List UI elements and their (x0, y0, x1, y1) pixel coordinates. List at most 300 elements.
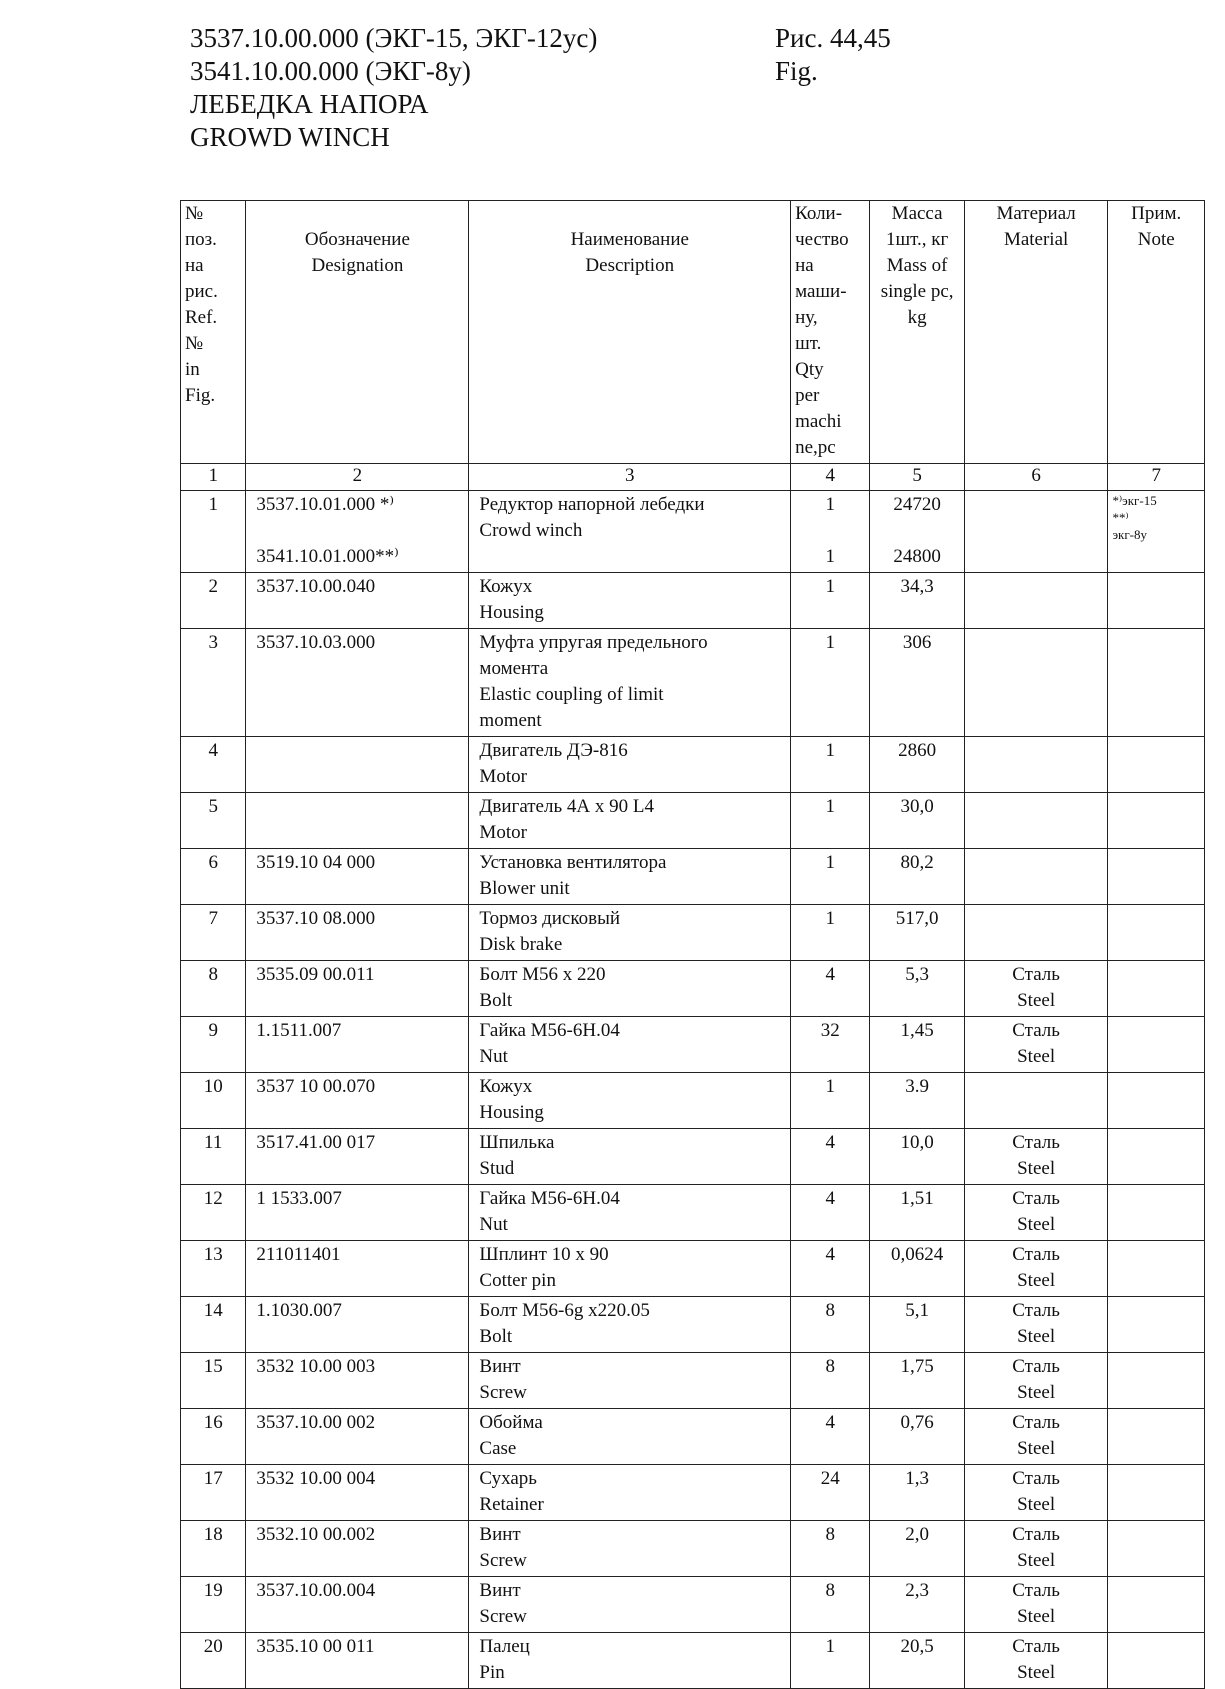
designation-cell-line: 1 1533.007 (256, 1188, 342, 1209)
title-line: ЛЕБЕДКА НАПОРА (190, 89, 429, 119)
title-line: 3537.10.00.000 (ЭКГ-15, ЭКГ-12ус) (190, 23, 598, 53)
ref-number-cell: 5 (181, 793, 246, 849)
designation-cell (246, 1465, 469, 1521)
document-title-block (190, 22, 597, 154)
note-cell (1108, 1633, 1205, 1689)
description-cell (469, 1129, 791, 1185)
description-cell (469, 1465, 791, 1521)
designation-cell-line: 1.1030.007 (256, 1300, 342, 1321)
description-cell-line: Blower unit (479, 878, 570, 899)
header-text: чество (795, 229, 849, 250)
note-cell-line: экг-8у (1112, 527, 1148, 542)
material-cell (964, 1129, 1108, 1185)
description-cell (469, 737, 791, 793)
mass-cell-line: 2860 (898, 740, 937, 761)
quantity-cell (791, 1185, 870, 1241)
header-text: Коли- (795, 203, 843, 224)
mass-cell-line: 20,5 (900, 1636, 934, 1657)
designation-cell (246, 629, 469, 737)
mass-cell-line: 306 (902, 632, 932, 653)
note-cell (1108, 1465, 1205, 1521)
description-cell (469, 1409, 791, 1465)
quantity-cell-line: 24 (820, 1468, 840, 1489)
description-cell-line: Nut (479, 1214, 508, 1235)
table-row (181, 1129, 1205, 1185)
header-text: ne,pc (795, 437, 836, 458)
header-text: № (185, 333, 204, 354)
description-cell-line: Retainer (479, 1494, 544, 1515)
table-row (181, 1353, 1205, 1409)
description-cell-line: Disk brake (479, 934, 563, 955)
header-designation (246, 201, 469, 464)
description-cell-line: Кожух (479, 1076, 533, 1097)
description-cell-line: Nut (479, 1046, 508, 1067)
material-cell-line: Сталь (1012, 1188, 1060, 1209)
designation-cell (246, 793, 469, 849)
quantity-cell-line: 8 (825, 1300, 836, 1321)
quantity-cell (791, 849, 870, 905)
material-cell-line: Сталь (1012, 1580, 1060, 1601)
header-text: machi (795, 411, 842, 432)
designation-cell-line (256, 794, 464, 820)
description-cell-line: Screw (479, 1382, 527, 1403)
quantity-cell (791, 1409, 870, 1465)
ref-number-cell: 8 (181, 961, 246, 1017)
designation-cell-line: 3537 10 00.070 (256, 1076, 376, 1097)
description-cell-line: Редуктор напорной лебедки (479, 494, 705, 515)
header-text: 1шт., кг (885, 229, 949, 250)
description-cell-line: Stud (479, 1158, 515, 1179)
description-cell (469, 1185, 791, 1241)
mass-cell (870, 1521, 964, 1577)
table-row (181, 1521, 1205, 1577)
material-cell (964, 1241, 1108, 1297)
mass-cell (870, 1073, 964, 1129)
note-cell (1108, 629, 1205, 737)
material-cell (964, 1577, 1108, 1633)
mass-cell (870, 573, 964, 629)
header-text: Материал (996, 203, 1076, 224)
mass-cell (870, 1577, 964, 1633)
table-row (181, 737, 1205, 793)
designation-cell-line: 3517.41.00 017 (256, 1132, 376, 1153)
mass-cell (870, 1297, 964, 1353)
header-text: Designation (311, 255, 404, 276)
quantity-cell-line: 4 (825, 1412, 836, 1433)
description-cell-line: Палец (479, 1636, 530, 1657)
material-cell-line: Steel (1017, 1046, 1056, 1067)
material-cell-line: Steel (1017, 990, 1056, 1011)
note-cell (1108, 1185, 1205, 1241)
material-cell-line: Сталь (1012, 1356, 1060, 1377)
material-cell-line: Сталь (1012, 1412, 1060, 1433)
description-cell-line: Установка вентилятора (479, 852, 667, 873)
ref-number-cell: 13 (181, 1241, 246, 1297)
designation-cell-line: 3519.10 04 000 (256, 852, 376, 873)
parts-table (180, 200, 1205, 1689)
header-material (964, 201, 1108, 464)
description-cell-line: Сухарь (479, 1468, 537, 1489)
description-cell (469, 1633, 791, 1689)
note-cell (1108, 1577, 1205, 1633)
description-cell-line: moment (479, 710, 542, 731)
description-cell-line: Motor (479, 822, 527, 843)
title-line: 3541.10.00.000 (ЭКГ-8у) (190, 56, 471, 86)
designation-cell (246, 961, 469, 1017)
designation-cell (246, 1409, 469, 1465)
description-cell (469, 849, 791, 905)
table-row (181, 1185, 1205, 1241)
material-cell (964, 1017, 1108, 1073)
quantity-cell (791, 905, 870, 961)
designation-cell-line: 3535.09 00.011 (256, 964, 375, 985)
description-cell-line: Housing (479, 602, 544, 623)
quantity-cell (791, 1129, 870, 1185)
designation-cell (246, 905, 469, 961)
material-cell (964, 961, 1108, 1017)
table-row (181, 849, 1205, 905)
quantity-cell-line: 1 (825, 494, 836, 515)
description-cell-line: Cotter pin (479, 1270, 556, 1291)
description-cell-line: Elastic coupling of limit (479, 684, 664, 705)
designation-cell (246, 573, 469, 629)
designation-cell-line: 3537.10.00.040 (256, 576, 376, 597)
designation-cell-line: 3537.10.01.000 *⁾ (256, 494, 395, 515)
column-number: 1 (181, 464, 246, 491)
mass-cell (870, 1017, 964, 1073)
material-cell-line: Steel (1017, 1382, 1056, 1403)
note-cell (1108, 793, 1205, 849)
mass-cell-line (874, 518, 959, 544)
description-cell-line: Pin (479, 1662, 505, 1683)
mass-cell-line: 2,3 (905, 1580, 929, 1601)
description-cell-line: Винт (479, 1524, 521, 1545)
quantity-cell (791, 793, 870, 849)
quantity-cell-line: 4 (825, 964, 836, 985)
column-number: 3 (469, 464, 791, 491)
header-text (473, 201, 786, 227)
material-cell-line: Сталь (1012, 1636, 1060, 1657)
title-line: GROWD WINCH (190, 122, 390, 152)
material-cell (964, 1353, 1108, 1409)
material-cell-line: Steel (1017, 1270, 1056, 1291)
header-note (1108, 201, 1205, 464)
mass-cell (870, 1465, 964, 1521)
description-cell (469, 793, 791, 849)
description-cell-line: Screw (479, 1606, 527, 1627)
material-cell-line: Сталь (1012, 1300, 1060, 1321)
table-row (181, 629, 1205, 737)
header-text: Наименование (570, 229, 689, 250)
material-cell (964, 1185, 1108, 1241)
note-cell (1108, 1353, 1205, 1409)
header-text: на (185, 255, 204, 276)
column-number: 6 (964, 464, 1108, 491)
description-cell-line: Тормоз дисковый (479, 908, 621, 929)
mass-cell (870, 961, 964, 1017)
header-text: Mass of (886, 255, 948, 276)
mass-cell-line: 3.9 (905, 1076, 929, 1097)
table-row (181, 1577, 1205, 1633)
header-text: Description (585, 255, 675, 276)
quantity-cell-line: 4 (825, 1132, 836, 1153)
material-cell-line: Steel (1017, 1438, 1056, 1459)
header-text: Material (1003, 229, 1069, 250)
header-mass (870, 201, 964, 464)
mass-cell (870, 629, 964, 737)
ref-number-cell: 2 (181, 573, 246, 629)
description-cell (469, 1241, 791, 1297)
column-number-row (181, 464, 1205, 491)
quantity-cell (791, 629, 870, 737)
quantity-cell (791, 737, 870, 793)
quantity-cell-line (795, 518, 865, 544)
description-cell-line: Болт М56-6g х220.05 (479, 1300, 650, 1321)
material-cell-line: Steel (1017, 1158, 1056, 1179)
material-cell (964, 1409, 1108, 1465)
designation-cell-line (256, 518, 464, 544)
ref-number-cell: 6 (181, 849, 246, 905)
description-cell (469, 1017, 791, 1073)
quantity-cell-line: 1 (825, 576, 836, 597)
description-cell-line: Шплинт 10 х 90 (479, 1244, 609, 1265)
note-cell-line: **⁾ (1112, 510, 1129, 525)
mass-cell-line: 1,75 (900, 1356, 934, 1377)
header-text: in (185, 359, 200, 380)
quantity-cell (791, 1297, 870, 1353)
table-row (181, 1017, 1205, 1073)
mass-cell-line: 0,0624 (890, 1244, 944, 1265)
header-text: ну, (795, 307, 818, 328)
header-text: маши- (795, 281, 847, 302)
mass-cell (870, 1185, 964, 1241)
description-cell (469, 961, 791, 1017)
ref-number-cell: 14 (181, 1297, 246, 1353)
description-cell-line: Bolt (479, 990, 513, 1011)
material-cell-line: Steel (1017, 1662, 1056, 1683)
table-row (181, 1633, 1205, 1689)
table-row (181, 1409, 1205, 1465)
quantity-cell-line: 1 (825, 852, 836, 873)
description-cell-line: Двигатель 4А х 90 L4 (479, 796, 654, 817)
column-number: 2 (246, 464, 469, 491)
description-cell-line: Шпилька (479, 1132, 555, 1153)
description-cell (469, 905, 791, 961)
material-cell-line: Сталь (1012, 1020, 1060, 1041)
table-row (181, 1241, 1205, 1297)
ref-number-cell: 18 (181, 1521, 246, 1577)
description-cell-line: Двигатель ДЭ-816 (479, 740, 628, 761)
material-cell (964, 1465, 1108, 1521)
ref-number-cell: 4 (181, 737, 246, 793)
header-text: № (185, 203, 204, 224)
material-cell (964, 905, 1108, 961)
parts-table-body (181, 491, 1205, 1689)
quantity-cell-line: 4 (825, 1188, 836, 1209)
mass-cell (870, 849, 964, 905)
designation-cell (246, 849, 469, 905)
material-cell (964, 1521, 1108, 1577)
note-cell (1108, 849, 1205, 905)
quantity-cell (791, 1241, 870, 1297)
description-cell (469, 573, 791, 629)
note-cell (1108, 1073, 1205, 1129)
quantity-cell (791, 491, 870, 573)
column-number: 5 (870, 464, 964, 491)
note-cell (1108, 1241, 1205, 1297)
quantity-cell-line: 1 (825, 740, 836, 761)
designation-cell (246, 1521, 469, 1577)
designation-cell-line: 3532.10 00.002 (256, 1524, 376, 1545)
note-cell (1108, 1017, 1205, 1073)
note-cell (1108, 1297, 1205, 1353)
designation-cell (246, 1017, 469, 1073)
material-cell-line: Сталь (1012, 1244, 1060, 1265)
ref-number-cell: 12 (181, 1185, 246, 1241)
column-header-row (181, 201, 1205, 464)
note-cell (1108, 961, 1205, 1017)
note-cell (1108, 1409, 1205, 1465)
header-description (469, 201, 791, 464)
designation-cell-line: 211011401 (256, 1244, 341, 1265)
mass-cell (870, 793, 964, 849)
table-row (181, 961, 1205, 1017)
mass-cell-line: 1,51 (900, 1188, 934, 1209)
mass-cell-line: 24720 (893, 494, 941, 515)
designation-cell (246, 737, 469, 793)
ref-number-cell: 1 (181, 491, 246, 573)
designation-cell-line: 3532 10.00 004 (256, 1468, 376, 1489)
designation-cell-line: 1.1511.007 (256, 1020, 342, 1041)
material-cell (964, 849, 1108, 905)
designation-cell-line: 3535.10 00 011 (256, 1636, 375, 1657)
ref-number-cell: 17 (181, 1465, 246, 1521)
mass-cell (870, 1633, 964, 1689)
table-row (181, 1465, 1205, 1521)
material-cell (964, 1633, 1108, 1689)
quantity-cell (791, 1465, 870, 1521)
description-cell-line: Болт М56 х 220 (479, 964, 606, 985)
description-cell-line: Винт (479, 1356, 521, 1377)
description-cell-line: Гайка М56-6Н.04 (479, 1188, 620, 1209)
description-cell-line: Screw (479, 1550, 527, 1571)
quantity-cell-line: 32 (820, 1020, 840, 1041)
ref-number-cell: 7 (181, 905, 246, 961)
designation-cell (246, 1577, 469, 1633)
designation-cell-line: 3537.10 08.000 (256, 908, 376, 929)
header-text: поз. (185, 229, 217, 250)
ref-number-cell: 20 (181, 1633, 246, 1689)
material-cell (964, 1073, 1108, 1129)
designation-cell-line: 3541.10.01.000**⁾ (256, 546, 399, 567)
mass-cell (870, 1241, 964, 1297)
mass-cell-line: 1,45 (900, 1020, 934, 1041)
header-quantity (791, 201, 870, 464)
quantity-cell-line: 4 (825, 1244, 836, 1265)
designation-cell-line (256, 738, 464, 764)
ref-number-cell: 11 (181, 1129, 246, 1185)
material-cell-line: Сталь (1012, 1132, 1060, 1153)
designation-cell-line: 3532 10.00 003 (256, 1356, 376, 1377)
material-cell-line: Steel (1017, 1326, 1056, 1347)
description-cell-line: Motor (479, 766, 527, 787)
description-cell (469, 1073, 791, 1129)
mass-cell (870, 1353, 964, 1409)
column-number: 4 (791, 464, 870, 491)
table-row (181, 491, 1205, 573)
mass-cell-line: 0,76 (900, 1412, 934, 1433)
ref-number-cell: 16 (181, 1409, 246, 1465)
quantity-cell-line: 8 (825, 1524, 836, 1545)
header-text: шт. (795, 333, 822, 354)
table-row (181, 1073, 1205, 1129)
quantity-cell (791, 1633, 870, 1689)
material-cell-line: Steel (1017, 1550, 1056, 1571)
mass-cell-line: 5,1 (905, 1300, 929, 1321)
description-cell-line: Case (479, 1438, 517, 1459)
designation-cell (246, 1633, 469, 1689)
figure-reference (775, 22, 891, 88)
material-cell-line: Steel (1017, 1214, 1056, 1235)
quantity-cell-line: 8 (825, 1580, 836, 1601)
column-number: 7 (1108, 464, 1205, 491)
material-cell (964, 737, 1108, 793)
mass-cell-line: 10,0 (900, 1132, 934, 1153)
designation-cell (246, 1297, 469, 1353)
table-row (181, 905, 1205, 961)
designation-cell (246, 1353, 469, 1409)
description-cell (469, 1297, 791, 1353)
description-cell (469, 491, 791, 573)
description-cell-line: Гайка М56-6Н.04 (479, 1020, 620, 1041)
quantity-cell (791, 1521, 870, 1577)
material-cell (964, 491, 1108, 573)
mass-cell-line: 5,3 (905, 964, 929, 985)
description-cell-line: Обойма (479, 1412, 543, 1433)
description-cell-line: Кожух (479, 576, 533, 597)
mass-cell (870, 737, 964, 793)
note-cell (1108, 1129, 1205, 1185)
mass-cell (870, 1129, 964, 1185)
quantity-cell-line: 1 (825, 546, 836, 567)
quantity-cell-line: 1 (825, 632, 836, 653)
quantity-cell-line: 1 (825, 1636, 836, 1657)
mass-cell (870, 905, 964, 961)
designation-cell-line: 3537.10.00 002 (256, 1412, 376, 1433)
quantity-cell-line: 1 (825, 796, 836, 817)
header-text: Обозначение (304, 229, 410, 250)
material-cell-line: Steel (1017, 1494, 1056, 1515)
note-cell (1108, 737, 1205, 793)
description-cell (469, 1521, 791, 1577)
header-text: single pc, (880, 281, 954, 302)
mass-cell (870, 491, 964, 573)
designation-cell (246, 491, 469, 573)
description-cell-line: момента (479, 658, 549, 679)
designation-cell-line: 3537.10.03.000 (256, 632, 376, 653)
mass-cell-line: 30,0 (900, 796, 934, 817)
mass-cell-line: 2,0 (905, 1524, 929, 1545)
mass-cell (870, 1409, 964, 1465)
quantity-cell (791, 1577, 870, 1633)
header-text: per (795, 385, 820, 406)
note-cell (1108, 1521, 1205, 1577)
quantity-cell (791, 1073, 870, 1129)
material-cell (964, 1297, 1108, 1353)
mass-cell-line: 517,0 (895, 908, 939, 929)
note-cell (1108, 573, 1205, 629)
ref-number-cell: 3 (181, 629, 246, 737)
